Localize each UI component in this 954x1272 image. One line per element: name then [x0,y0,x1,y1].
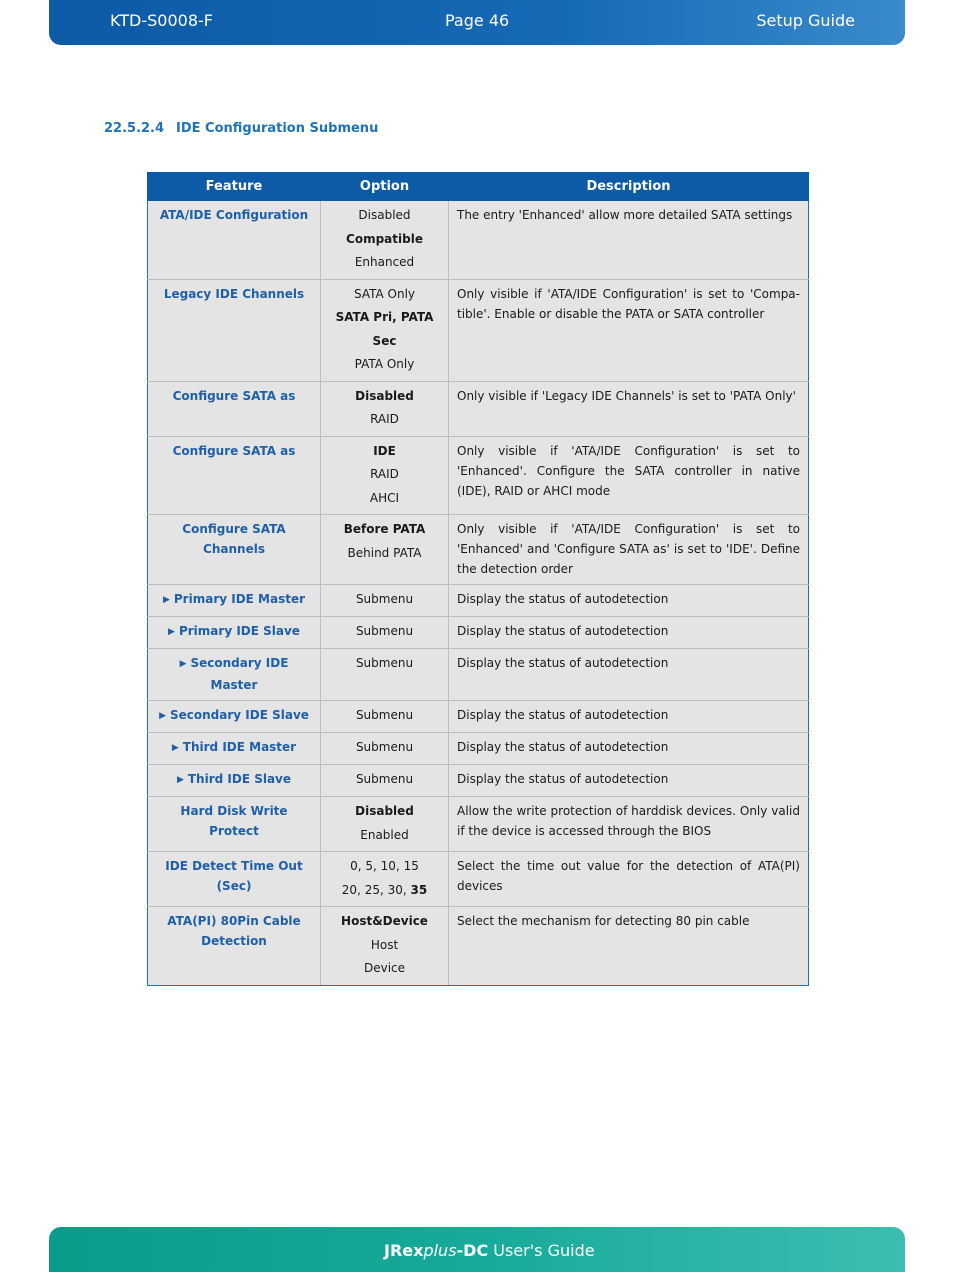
feature-name: Legacy IDE Channels [163,286,305,301]
table-row [148,585,809,617]
feature-name: Configure SATA Channels [182,522,286,556]
option-line [325,855,444,879]
footer-brand-plus: plus [423,1241,457,1260]
feature-cell [148,733,321,765]
option-value: Behind PATA [347,545,422,560]
option-line [325,518,444,542]
section-title: IDE Configuration Submenu [176,121,379,136]
option-value: Device [363,961,406,975]
feature-name: Configure SATA as [172,443,296,458]
feature-cell [148,617,321,649]
column-header-feature: Feature [148,173,321,201]
option-value: Submenu [355,592,414,606]
table-row [148,515,809,585]
document-id: KTD-S0008-F [110,11,213,30]
option-line [325,283,444,307]
option-value: Host [370,937,399,952]
feature-cell [148,907,321,986]
option-cell [321,585,449,617]
feature-name: Third IDE Slave [187,772,292,786]
option-value: RAID [370,412,399,426]
feature-name: ATA/IDE Configuration [159,208,309,222]
submenu-arrow-icon: ▶ [171,743,179,753]
footer-guide-text: User's Guide [488,1241,595,1260]
ide-configuration-table [147,172,809,986]
option-value: SATA Only [353,286,416,301]
feature-cell [148,852,321,907]
option-cell [321,797,449,852]
table-row [148,201,809,280]
feature-cell [148,201,321,280]
option-value: Submenu [355,656,414,670]
page-footer [49,1227,905,1272]
option-line [325,768,444,792]
feature-cell [148,381,321,436]
option-value: Submenu [355,624,414,638]
option-cell [321,649,449,701]
option-default-value: 35 [410,882,428,897]
description-cell: Allow the write protection of harddisk devices. Only valid if the device is accessed through the BIOS [449,797,809,852]
feature-name: ATA(PI) 80Pin Cable Detection [167,914,301,948]
footer-brand: JRex [384,1241,424,1260]
option-line [325,800,444,824]
submenu-arrow-icon: ▶ [176,775,184,785]
submenu-arrow-icon: ▶ [168,627,175,637]
description-cell: Display the status of autodetection [449,585,809,617]
feature-name: Primary IDE Master [173,592,306,606]
submenu-arrow-icon: ▶ [179,659,187,669]
option-cell [321,907,449,986]
feature-name: Primary IDE Slave [178,624,300,638]
option-line [325,251,444,275]
table-row [148,733,809,765]
table-row [148,852,809,907]
option-value: Enhanced [354,255,415,269]
description-cell: Only visible if 'ATA/IDE Configuration' is set to 'Enhanced' and 'Configure SATA as' is set to 'IDE'. Define the detection order [449,515,809,585]
option-value: Compatible [346,231,423,246]
option-value: Enabled [360,827,409,842]
option-line [325,353,444,377]
option-value: SATA Pri, PATA Sec [335,310,434,348]
page-header [49,0,905,45]
feature-cell [148,585,321,617]
column-header-option: Option [321,173,449,201]
description-cell: Display the status of autodetection [449,617,809,649]
description-cell: Only visible if 'ATA/IDE Configuration' is set to 'Compa-tible'. Enable or disable the PATA or SATA controller [449,279,809,381]
option-line [325,736,444,760]
option-line [325,588,444,612]
option-value: PATA Only [354,357,415,371]
description-cell: Display the status of autodetection [449,649,809,701]
feature-name: Secondary IDE Slave [170,708,309,722]
option-line [325,957,444,981]
option-line [325,385,444,409]
section-number: 22.5.2.4 [104,121,165,136]
option-value: Disabled [355,388,414,403]
description-cell: Only visible if 'ATA/IDE Configuration' is set to 'Enhanced'. Configure the SATA controller in native (IDE), RAID or AHCI mode [449,436,809,515]
option-line [325,228,444,252]
feature-cell [148,701,321,733]
option-line [325,620,444,644]
description-cell: Display the status of autodetection [449,733,809,765]
footer-title [384,1241,595,1260]
option-value: Submenu [355,772,414,786]
option-value: 20, 25, 30, [341,882,411,897]
option-cell [321,733,449,765]
submenu-arrow-icon: ▶ [162,595,170,605]
option-line [325,879,444,903]
option-value: Submenu [355,708,414,722]
feature-name: Secondary IDE Master [190,656,289,692]
option-value: Before PATA [343,522,426,536]
description-cell: Display the status of autodetection [449,701,809,733]
table-row [148,617,809,649]
option-line [325,440,444,464]
table-row [148,436,809,515]
table-row [148,797,809,852]
table-row [148,907,809,986]
description-cell: The entry 'Enhanced' allow more detailed SATA settings [449,201,809,280]
feature-cell [148,649,321,701]
feature-name: IDE Detect Time Out (Sec) [165,859,303,893]
option-line [325,408,444,432]
table-row [148,381,809,436]
option-value: RAID [370,467,399,481]
feature-name: Configure SATA as [172,388,296,403]
option-value: IDE [373,443,396,458]
option-line [325,824,444,848]
table-row [148,279,809,381]
column-header-description: Description [449,173,809,201]
option-value: Disabled [355,804,414,818]
option-value: Host&Device [341,914,428,928]
option-value: Disabled [358,208,411,222]
option-line [325,306,444,353]
option-value: 0, 5, 10, 15 [350,859,419,873]
table-row [148,765,809,797]
option-cell [321,436,449,515]
table-header-row [148,173,809,201]
feature-cell [148,765,321,797]
option-cell [321,279,449,381]
description-cell: Display the status of autodetection [449,765,809,797]
submenu-arrow-icon: ▶ [159,711,166,721]
option-cell [321,765,449,797]
description-cell: Select the time out value for the detection of ATA(PI) devices [449,852,809,907]
feature-cell [148,515,321,585]
option-cell [321,617,449,649]
document-type: Setup Guide [756,11,855,30]
option-line [325,487,444,511]
option-line [325,704,444,728]
feature-cell [148,279,321,381]
option-line [325,934,444,958]
description-cell: Select the mechanism for detecting 80 pin cable [449,907,809,986]
option-line [325,204,444,228]
feature-name: Hard Disk Write Protect [180,804,288,838]
option-line [325,652,444,676]
table-row [148,701,809,733]
feature-cell [148,797,321,852]
option-cell [321,381,449,436]
option-line [325,542,444,566]
option-cell [321,701,449,733]
page-number: Page 46 [445,11,510,30]
option-line [325,910,444,934]
option-line [325,463,444,487]
feature-cell [148,436,321,515]
feature-name: Third IDE Master [182,740,297,754]
footer-brand-suffix: -DC [456,1241,489,1260]
option-cell [321,852,449,907]
description-cell: Only visible if 'Legacy IDE Channels' is set to 'PATA Only' [449,381,809,436]
option-value: Submenu [355,740,414,754]
table-row [148,649,809,701]
option-cell [321,515,449,585]
section-heading [104,121,378,136]
option-value: AHCI [369,490,400,505]
option-cell [321,201,449,280]
